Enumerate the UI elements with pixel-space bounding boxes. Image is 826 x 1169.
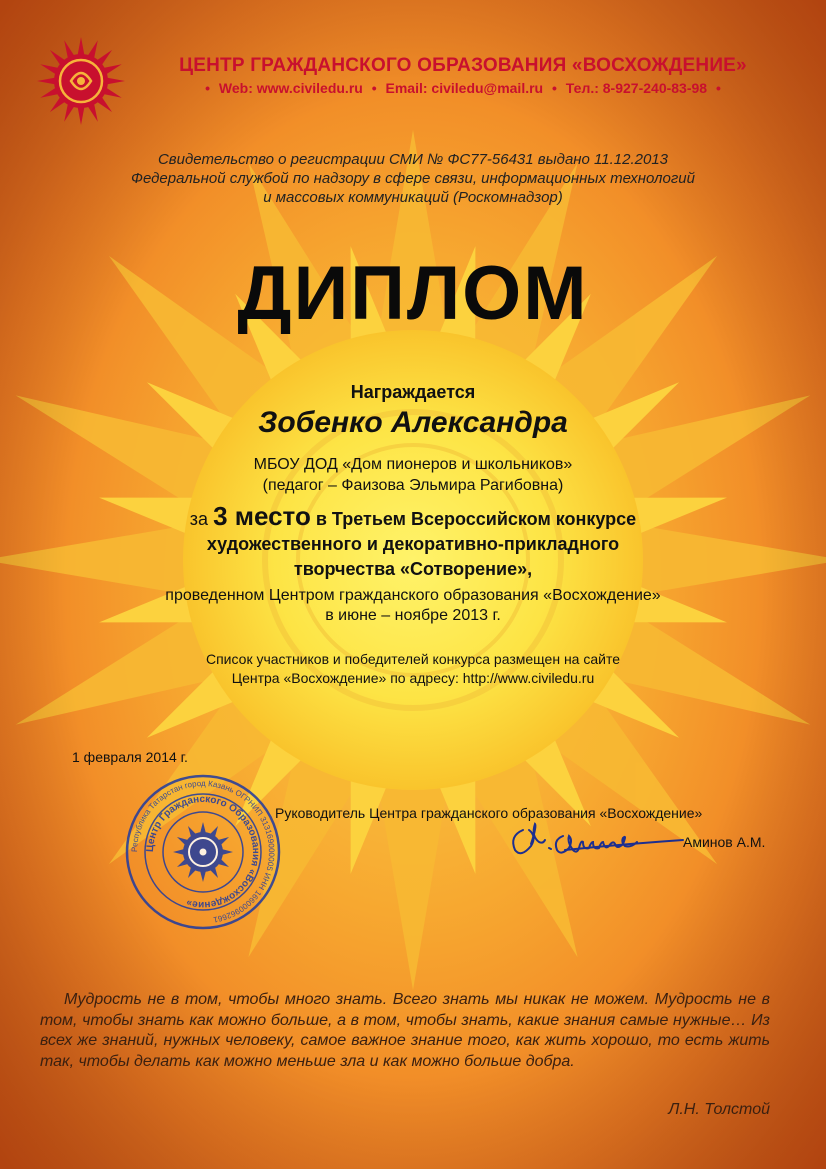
award-prefix: за bbox=[189, 509, 209, 529]
leader-name: Аминов А.М. bbox=[683, 834, 766, 850]
website-link[interactable]: Web: www.civiledu.ru bbox=[218, 80, 363, 96]
registration-info: Свидетельство о регистрации СМИ № ФС77-56431 выдано 11.12.2013 Федеральной службой по надзору в сфере связи, информационных технологий и массовых коммуникаций (Роскомнадзор) bbox=[131, 151, 695, 206]
school-name: МБОУ ДОД «Дом пионеров и школьников» bbox=[253, 456, 573, 473]
leader-role: Руководитель Центра гражданского образования «Восхождение» bbox=[275, 805, 703, 821]
email-link[interactable]: Email: civiledu@mail.ru bbox=[385, 80, 544, 96]
handwritten-signature-icon bbox=[505, 818, 695, 866]
phone-number: Тел.: 8-927-240-83-98 bbox=[565, 80, 708, 96]
stamp-outer-text: Республика Татарстан город Казань ОГРНИП 313169000005 ИНН 166000962661 bbox=[129, 778, 277, 925]
award-place: 3 место bbox=[213, 501, 311, 531]
contact-line: • Web: www.civiledu.ru • Email: civiledu@mail.ru • Тел.: 8-927-240-83-98 • bbox=[205, 80, 721, 96]
organization-name: ЦЕНТР ГРАЖДАНСКОГО ОБРАЗОВАНИЯ «ВОСХОЖДЕНИЕ» bbox=[179, 55, 747, 76]
school-info bbox=[0, 454, 826, 496]
contest-organizer: проведенном Центром гражданского образования «Восхождение» в июне – ноябре 2013 г. bbox=[165, 587, 661, 624]
teacher-name: (педагог – Фаизова Эльмира Рагибовна) bbox=[262, 477, 564, 494]
tolstoy-quote: Мудрость не в том, чтобы много знать. Всего знать мы никак не можем. Мудрость не в том, чтобы знать как можно больше, а в том, чтобы знать, какие знания самые нужные… Из всех же знаний, нужных человеку, самое важное знание того, как жить хорошо, то есть жить так, чтобы делать как можно меньше зла и как можно больше добра. bbox=[40, 991, 770, 1070]
diploma-title: ДИПЛОМ bbox=[237, 251, 589, 336]
awarded-label: Награждается bbox=[350, 382, 476, 402]
results-notice: Список участников и победителей конкурса размещен на сайте Центра «Восхождение» по адресу: http://www.civiledu.ru bbox=[205, 651, 620, 686]
sun-emblem-icon bbox=[36, 36, 126, 126]
stamp-inner-text: Центр Гражданского Образования «Восхождение» bbox=[144, 793, 262, 911]
recipient-name: Зобенко Александра bbox=[258, 406, 568, 439]
award-text: за 3 место в Третьем Всероссийском конкурсе художественного и декоративно-прикладного творчества «Сотворение», bbox=[189, 501, 637, 579]
official-stamp-icon bbox=[123, 772, 283, 932]
quote-author: Л.Н. Толстой bbox=[668, 1101, 770, 1118]
issue-date: 1 февраля 2014 г. bbox=[72, 749, 188, 765]
